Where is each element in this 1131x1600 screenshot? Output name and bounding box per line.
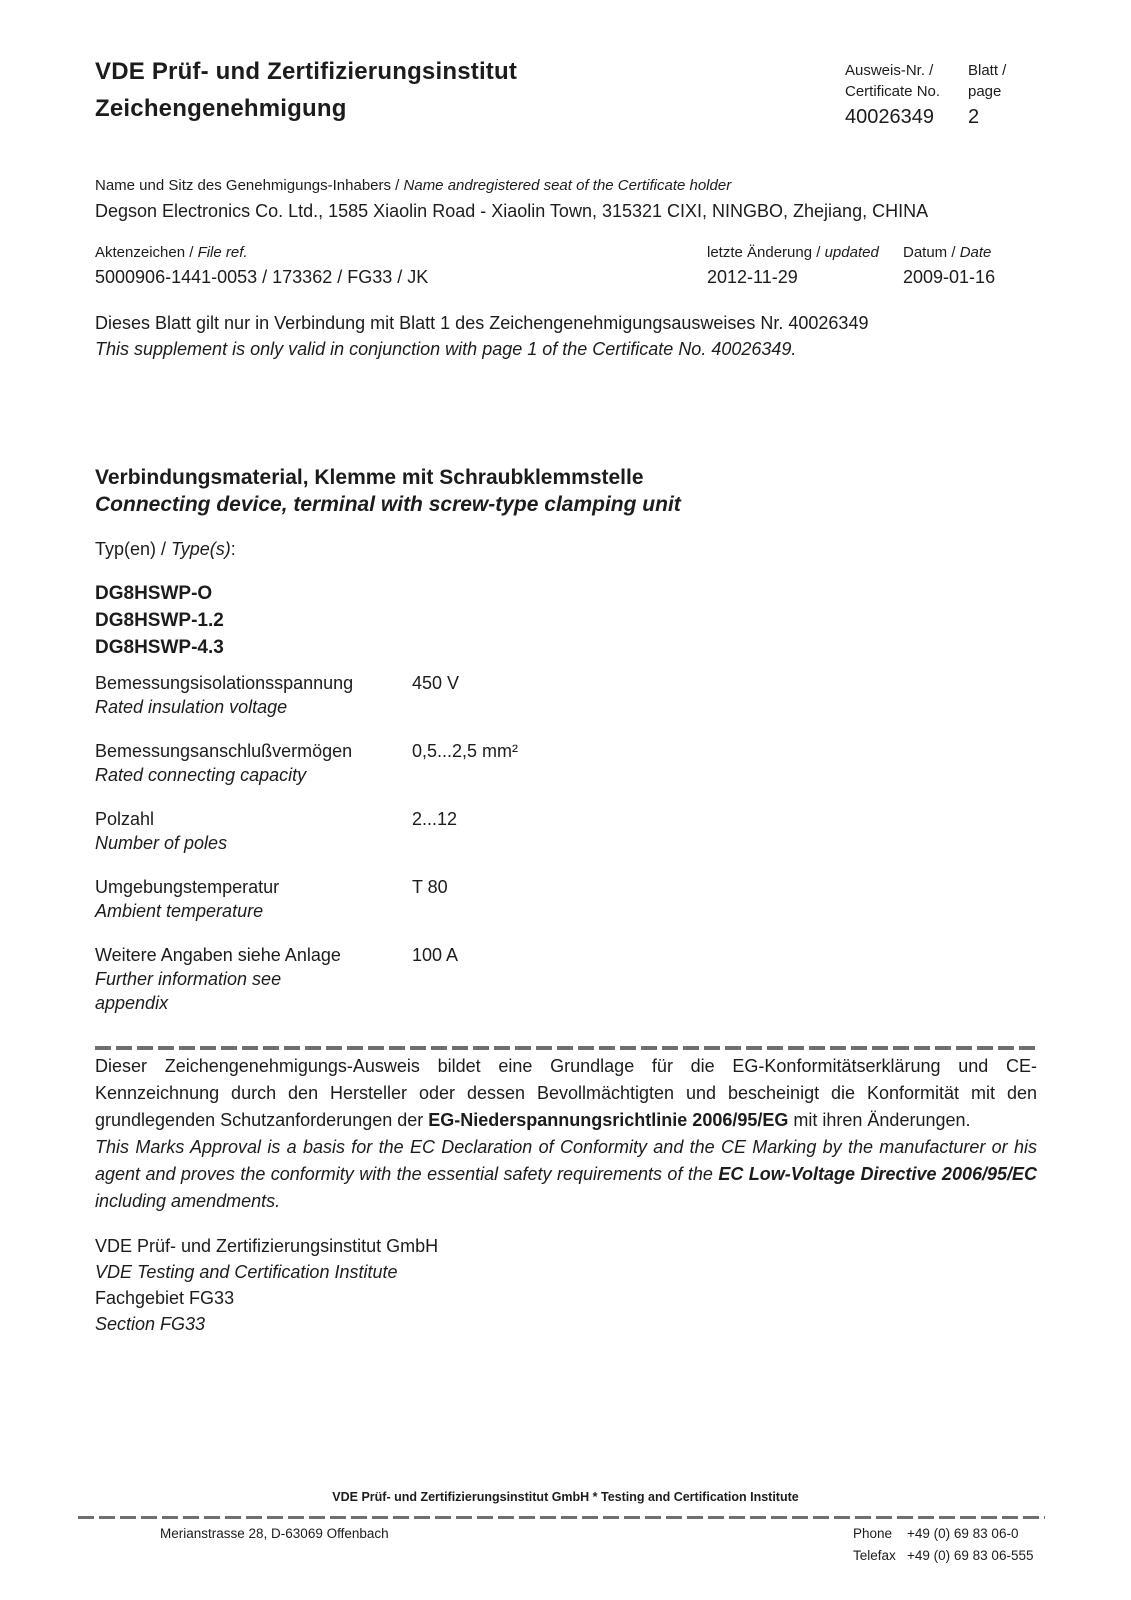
supplement-note-de: Dieses Blatt gilt nur in Verbindung mit Blatt 1 des Zeichengenehmigungsausweises Nr. 40026349 [95,313,869,333]
spec-label [95,739,412,787]
spec-value: 0,5...2,5 mm² [412,741,519,761]
certificate-number-label-en: Certificate No. [845,83,941,100]
conformity-de [95,1053,1037,1134]
footer-rule [78,1516,1045,1519]
conformity-statement [95,1053,1037,1215]
types-label-suffix: : [230,539,236,559]
page-label-en: page [968,83,1002,100]
certificate-number-value: 40026349 [845,106,934,128]
spec-value: 100 A [412,945,459,965]
date-value: 2009-01-16 [903,267,996,287]
page-label-de: Blatt / [968,62,1007,79]
footer-fax-value: +49 (0) 69 83 06-555 [907,1548,1034,1563]
holder-label [95,176,928,196]
spec-label-en: Rated insulation voltage [95,697,288,717]
holder-label-de: Name und Sitz des Genehmigungs-Inhabers / [95,177,404,194]
spec-row [95,875,1036,923]
signature-block [95,1233,438,1337]
footer-phone-row [853,1523,1033,1545]
page-number-block [968,60,1006,129]
file-ref-label-en: File ref. [197,244,248,261]
page-number-value: 2 [968,106,980,128]
signature-institute-en: VDE Testing and Certification Institute [95,1262,398,1282]
footer-fax-label: Telefax [853,1548,896,1563]
date-block [903,243,995,288]
signature-institute-de: VDE Prüf- und Zertifizierungsinstitut GmbH [95,1236,439,1256]
conformity-de-directive: EG-Niederspannungsrichtlinie 2006/95/EG [428,1110,789,1130]
spec-value: T 80 [412,877,448,897]
conformity-en-text: This Marks Approval is a basis for the EC Declaration of Conformity and the CE Marking by the manufacturer or his agent and proves the conformity with the essential safety requirements of the [95,1137,1037,1184]
spec-label [95,807,412,855]
conformity-en [95,1134,1037,1215]
file-ref-label-de: Aktenzeichen / [95,244,198,261]
footer-fax-row [853,1545,1033,1567]
document-title [95,53,517,127]
document-title-line2: Zeichengenehmigung [95,95,347,122]
spec-row [95,739,1036,787]
signature-section-en: Section FG33 [95,1314,206,1334]
date-label-de: Datum / [903,244,960,261]
updated-label-de: letzte Änderung / [707,244,825,261]
holder-label-en: Name andregistered seat of the Certificate holder [403,177,732,194]
type-item: DG8HSWP-4.3 [95,637,224,658]
spec-row [95,671,1036,719]
spec-label-en: Further information see appendix [95,969,282,1013]
spec-label-de: Bemessungsanschlußvermögen [95,741,353,761]
conformity-en-directive: EC Low-Voltage Directive 2006/95/EC [718,1164,1038,1184]
certificate-number-label-de: Ausweis-Nr. / [845,62,934,79]
updated-block [707,243,879,288]
document-title-line1: VDE Prüf- und Zertifizierungsinstitut [95,58,518,85]
types-label [95,537,236,561]
file-ref-label [95,243,428,263]
date-label [903,243,995,263]
types-list [95,580,224,661]
footer-address: Merianstrasse 28, D-63069 Offenbach [160,1526,389,1541]
spec-value: 2...12 [412,809,458,829]
spec-label-en: Rated connecting capacity [95,765,307,785]
product-title [95,464,681,518]
spec-row [95,807,1036,855]
spec-label [95,943,412,1015]
footer-institute-line: VDE Prüf- und Zertifizierungsinstitut GmbH * Testing and Certification Institute [332,1490,799,1504]
supplement-note [95,310,868,362]
footer-phone-value: +49 (0) 69 83 06-0 [907,1526,1019,1541]
type-item: DG8HSWP-O [95,583,213,604]
spec-row [95,943,1036,1015]
spec-label-en: Ambient temperature [95,901,264,921]
spec-label [95,671,412,719]
spec-value: 450 V [412,673,460,693]
footer-contact-block [853,1523,1033,1567]
spec-label-de: Bemessungsisolationsspannung [95,673,354,693]
updated-label-en: updated [824,244,879,261]
updated-value: 2012-11-29 [707,267,798,287]
spec-label-de: Weitere Angaben siehe Anlage [95,945,341,965]
spec-label [95,875,412,923]
conformity-de-suffix: mit ihren Änderungen. [788,1110,971,1130]
holder-value: Degson Electronics Co. Ltd., 1585 Xiaolin Road - Xiaolin Town, 315321 CIXI, NINGBO, Zhejiang, CHINA [95,201,929,221]
certificate-number-block [845,60,940,129]
spec-label-en: Number of poles [95,833,228,853]
specifications [95,671,1036,1035]
type-item: DG8HSWP-1.2 [95,610,224,631]
holder-block [95,176,928,222]
spec-label-de: Umgebungstemperatur [95,877,280,897]
conformity-de-text: Dieser Zeichengenehmigungs-Ausweis bildet eine Grundlage für die EG-Konformitätserklärung und CE-Kennzeichnung durch den Hersteller oder dessen Bevollmächtigten und bescheinigt die Konformität mit den grundlegenden Schutzanforderungen der [95,1056,1037,1130]
footer-phone-label: Phone [853,1526,893,1541]
product-title-en: Connecting device, terminal with screw-type clamping unit [95,493,681,516]
file-ref-value: 5000906-1441-0053 / 173362 / FG33 / JK [95,267,429,287]
section-divider-rule [95,1046,1036,1050]
signature-section-de: Fachgebiet FG33 [95,1288,235,1308]
updated-label [707,243,879,263]
product-title-de: Verbindungsmaterial, Klemme mit Schraubklemmstelle [95,466,644,489]
conformity-en-suffix: including amendments. [95,1191,281,1211]
date-label-en: Date [959,244,992,261]
types-label-en: Type(s) [171,539,231,559]
supplement-note-en: This supplement is only valid in conjunction with page 1 of the Certificate No. 40026349. [95,339,797,359]
spec-label-de: Polzahl [95,809,155,829]
file-ref-block [95,243,428,288]
types-label-de: Typ(en) / [95,539,172,559]
